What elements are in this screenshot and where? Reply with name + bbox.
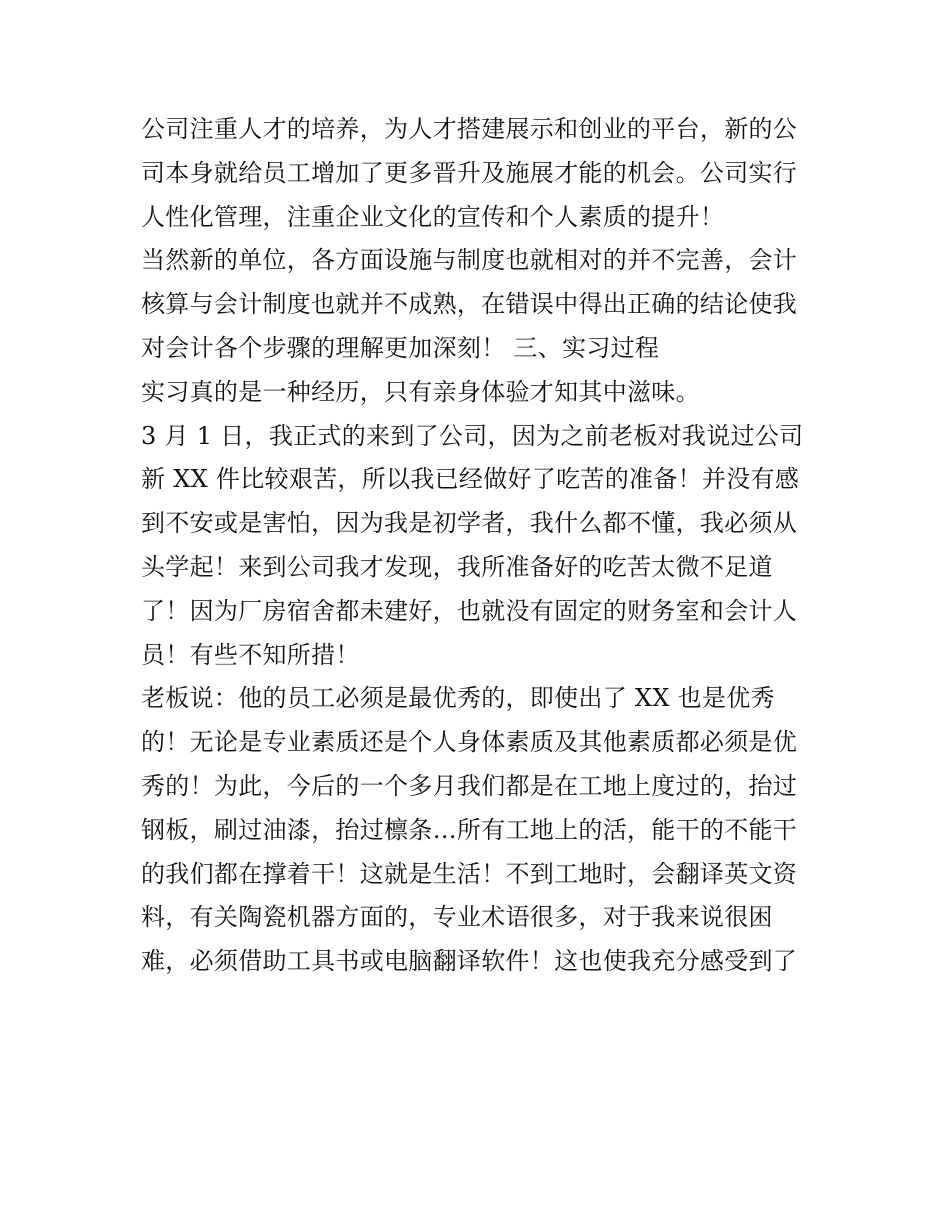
text-line: 3 月 1 日，我正式的来到了公司，因为之前老板对我说过公司 [141,421,804,450]
text-line: 司本身就给员工增加了更多晋升及施展才能的机会。公司实行 [141,158,798,187]
text-line: 头学起！来到公司我才发现，我所准备好的吃苦太微不足道 [141,552,773,581]
text-line: 当然新的单位，各方面设施与制度也就相对的并不完善，会计 [141,246,798,275]
text-line: 员！有些不知所措！ [141,640,360,669]
text-line: 难，必须借助工具书或电脑翻译软件！这也使我充分感受到了 [141,947,798,976]
text-line: 的！无论是专业素质还是个人身体素质及其他素质都必须是优 [141,728,798,757]
text-line: 了！因为厂房宿舍都未建好，也就没有固定的财务室和会计人 [141,596,798,625]
text-line: 钢板，刷过油漆，抬过檩条…所有工地上的活，能干的不能干 [141,815,798,844]
text-line: 人性化管理，注重企业文化的宣传和个人素质的提升！ [141,202,725,231]
text-line: 核算与会计制度也就并不成熟，在错误中得出正确的结论使我 [141,290,798,319]
text-line: 对会计各个步骤的理解更加深刻！ 三、实习过程 [141,333,660,362]
text-line: 实习真的是一种经历，只有亲身体验才知其中滋味。 [141,377,700,406]
document-body [141,108,816,984]
text-line: 料，有关陶瓷机器方面的，专业术语很多，对于我来说很困 [141,903,773,932]
text-line: 老板说：他的员工必须是最优秀的，即使出了 XX 也是优秀 [141,684,775,713]
text-line: 到不安或是害怕，因为我是初学者，我什么都不懂，我必须从 [141,509,798,538]
text-line: 公司注重人才的培养，为人才搭建展示和创业的平台，新的公 [141,115,798,143]
text-line: 秀的！为此，今后的一个多月我们都是在工地上度过的，抬过 [141,771,798,800]
text-line: 新 XX 件比较艰苦，所以我已经做好了吃苦的准备！并没有感 [141,465,800,494]
text-line: 的我们都在撑着干！这就是生活！不到工地时，会翻译英文资 [141,859,798,888]
